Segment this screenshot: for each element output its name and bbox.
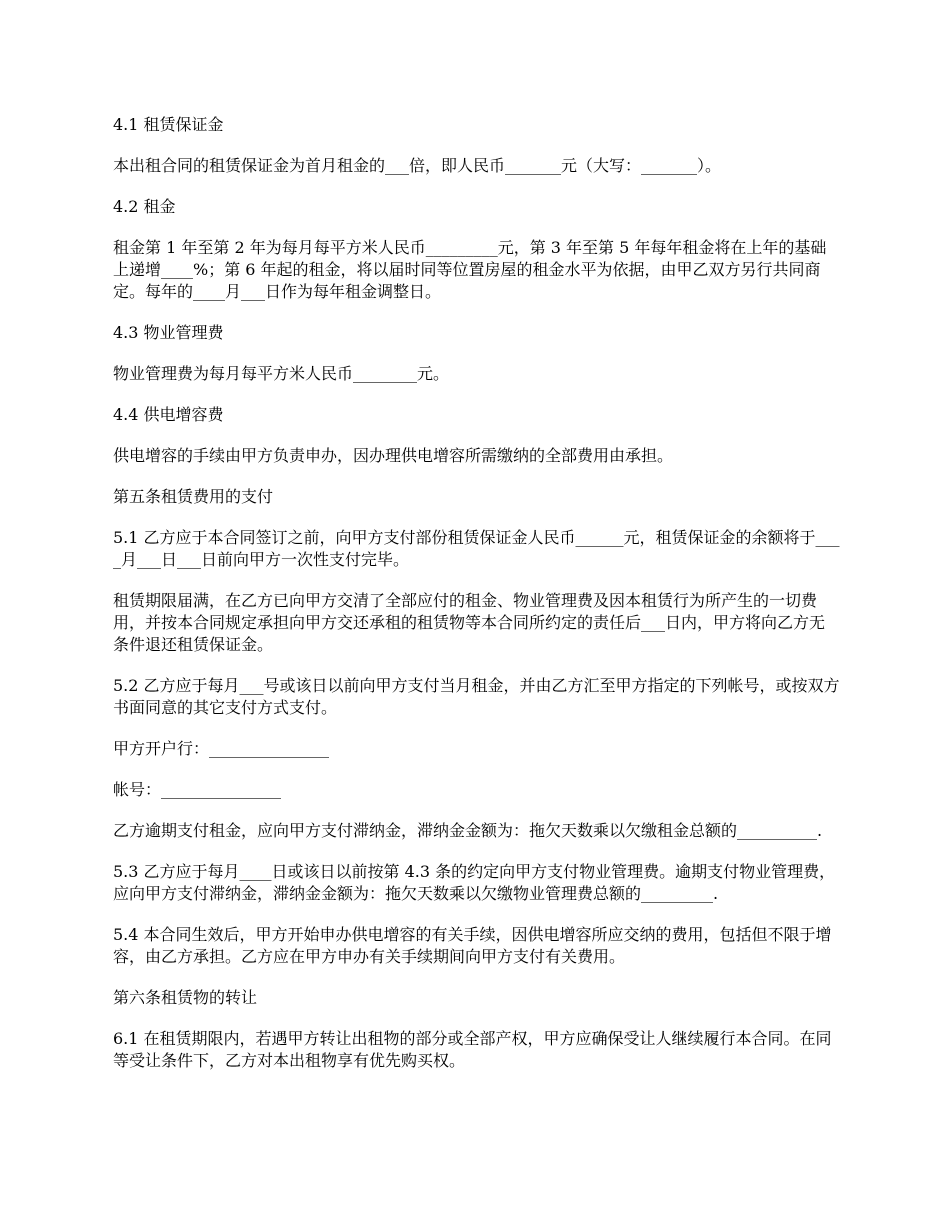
paragraph-5-4: 5.4 本合同生效后，甲方开始申办供电增容的有关手续，因供电增容所应交纳的费用，包括但不限于增容，由乙方承担。乙方应在甲方申办有关手续期间向甲方支付有关费用。 xyxy=(113,925,832,966)
paragraph-bank: 甲方开户行：_______________ xyxy=(113,739,330,758)
paragraph-late-rent: 乙方逾期支付租金，应向甲方支付滞纳金，滞纳金金额为：拖欠天数乘以欠缴租金总额的__________. xyxy=(113,821,823,840)
document-body xyxy=(113,114,840,1091)
paragraph-deposit-refund: 租赁期限届满，在乙方已向甲方交清了全部应付的租金、物业管理费及因本租赁行为所产生的一切费用，并按本合同规定承担向甲方交还承租的租赁物等本合同所约定的责任后___日内，甲方将向乙方无条件退还租赁保证金。 xyxy=(113,591,826,654)
article-heading-6: 第六条租赁物的转让 xyxy=(113,988,258,1007)
article-heading-5: 第五条租赁费用的支付 xyxy=(113,487,274,506)
section-heading-4-1: 4.1 租赁保证金 xyxy=(113,115,224,134)
paragraph-6-1: 6.1 在租赁期限内，若遇甲方转让出租物的部分或全部产权，甲方应确保受让人继续履行本合同。在同等受让条件下，乙方对本出租物享有优先购买权。 xyxy=(113,1029,832,1070)
paragraph-5-1: 5.1 乙方应于本合同签订之前，向甲方支付部份租赁保证金人民币______元，租赁保证金的余额将于____月___日___日前向甲方一次性支付完毕。 xyxy=(113,528,840,569)
paragraph-account: 帐号：_______________ xyxy=(113,780,282,799)
paragraph-5-2: 5.2 乙方应于每月___号或该日以前向甲方支付当月租金，并由乙方汇至甲方指定的下列帐号，或按双方书面同意的其它支付方式支付。 xyxy=(113,676,840,717)
section-heading-4-3: 4.3 物业管理费 xyxy=(113,323,224,342)
paragraph-management-fee: 物业管理费为每月每平方米人民币________元。 xyxy=(113,364,450,383)
paragraph-deposit: 本出租合同的租赁保证金为首月租金的___倍，即人民币_______元（大写：_______）。 xyxy=(113,156,722,175)
section-heading-4-4: 4.4 供电增容费 xyxy=(113,405,224,424)
section-heading-4-2: 4.2 租金 xyxy=(113,197,176,216)
paragraph-5-3: 5.3 乙方应于每月____日或该日以前按第 4.3 条的约定向甲方支付物业管理费。逾期支付物业管理费，应向甲方支付滞纳金，滞纳金金额为：拖欠天数乘以欠缴物业管理费总额的_________. xyxy=(113,862,836,903)
paragraph-power-capacity: 供电增容的手续由甲方负责申办，因办理供电增容所需缴纳的全部费用由承担。 xyxy=(113,446,674,465)
paragraph-rent: 租金第 1 年至第 2 年为每月每平方米人民币_________元，第 3 年至第 5 年每年租金将在上年的基础上递增____%；第 6 年起的租金，将以届时同等位置房屋的租金水平为依据，由甲乙双方另行共同商定。每年的____月___日作为每年租金调整日。 xyxy=(113,238,827,301)
